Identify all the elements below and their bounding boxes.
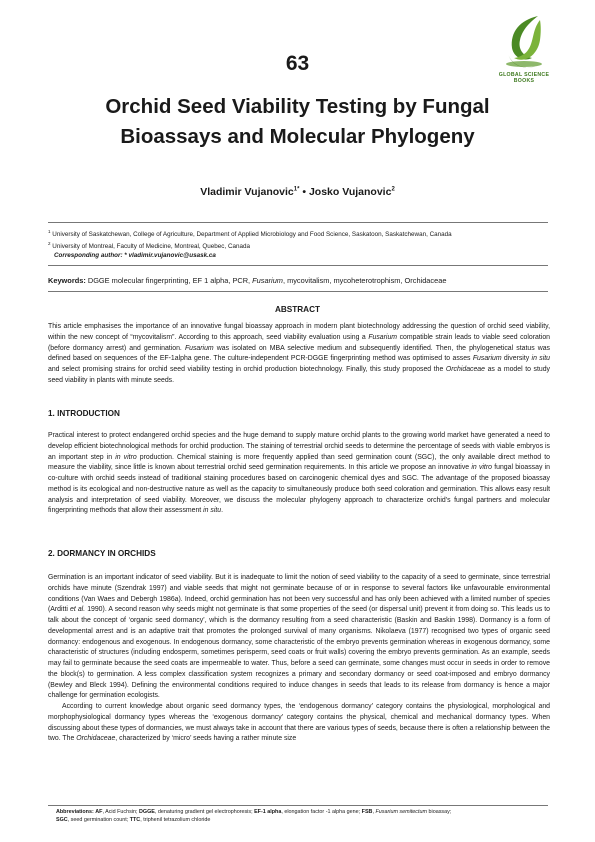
affiliation-1-num: 1 [48,229,51,234]
title-line-2: Bioassays and Molecular Phylogeny [120,125,475,148]
title-line-1: Orchid Seed Viability Testing by Fungal [105,95,490,118]
author-2: Josko Vujanovic [308,186,392,198]
keywords-text-2: , mycovitalism, mycoheterotrophism, Orchidaceae [282,276,447,285]
dormancy-text: Germination is an important indicator of seed viability. But it is inadequate to limit the notion of seed viability to the capacity of a seed to germinate, since terrestrial orchids have minute (Szendrak 1997) and viable seeds that might not germinate because of or in response to several factors like unfavourable environmental conditions (Van Waes and Debergh 1986a). Indeed, orchid germination has not been very successful and has only been achieved with a limited number of species (Arditti et al. 1990). A second reason why seeds might not germinate is that some properties of the seed (or dispersal unit) prevent it from doing so. This leads us to talk about the concept of ‘organic seed dormancy’, which is the dormancy resulting from a seed characteristic (Baskin and Baskin 1998). Dormancy is a form of developmental arrest and is an adaptive trait that promotes the prolonged survival of many organisms. Nikolaeva (1977) recognised two types of organic seed dormancy: endogenous and exogenous. In endogenous dormancy, some characteristic of the embryo prevents germination whereas in exogenous dormancy, some characteristic of structures (including endosperm, sometimes perisperm, seed coats or fruit walls) covering the embryo prevents germination. As an example, seeds may fail to germinate because the seed coats are impermeable to water. Thus, before a seed can germinate, some changes must occur in seeds in order to remove the block(s) to germination. A less complex classification system recognizes a primary and secondary dormancy or seed coat-imposed and embryo dormancy (Bewley and Bleck 1994). Defining the environmental conditions required to induce changes in seeds that leads to its release from dormancy is hence a major challenge for germination ecologists. According to current knowledge about organic seed dormancy types, the ‘endogenous dormancy’ category contains the physiological, morphological and morphophysiological dormancy types whereas the ‘exogenous dormancy’ category contains the physical, chemical and mechanical dormancy types. When discussing about these types of dormancies, we must always take in account that there are various types of seeds, because there is often a relationship between the two. The Orchidaceae, characterized by ‘micro’ seeds having a rather minute size [48,574,550,743]
section-heading-dormancy: 2. DORMANCY IN ORCHIDS [48,549,156,558]
divider [48,265,548,266]
keywords-label: Keywords: [48,276,86,285]
chapter-number: 63 [285,52,310,75]
abstract-heading: ABSTRACT [274,305,321,314]
affiliation-1 [48,227,558,239]
logo-line-2: BOOKS [513,78,535,85]
author-2-sup: 2 [391,186,395,193]
page-title [40,92,555,152]
divider [48,222,548,223]
corresponding-author[interactable]: Corresponding author: * vladimir.vujanovic@usask.ca [54,252,216,259]
keywords-italic: Fusarium [252,276,283,285]
affiliation-1-text: University of Saskatchewan, College of Agriculture, Department of Applied Microbiology and Food Science, Saskatoon, Saskatchewan, Canada [52,231,452,239]
author-1: Vladimir Vujanovic [200,186,294,198]
author-separator: • [299,186,309,198]
introduction-text: Practical interest to protect endangered orchid species and the huge demand to supply mature orchid plants to the growing world market have generated a need to develop efficient biotechnological methods for orchid production. The staining of terrestrial orchid seeds to determine the percentage of seeds with viable embryos is an important step in in vitro production. Chemical staining is more frequently applied than seed germination count (SGC), the only available direct method to measure the viability, since little is known about terrestrial orchid seed germination requirements. In this article we propose an innovative in vitro fungal bioassay in co-culture with orchid seeds instead of traditional staining procedures based on carcinogenic chemical dyes and SGC. The advantage of the proposed bioassay method is its ecological and non-destructive nature as well as the capacity to simultaneously produce both seed coloration and germination. This allows easy result analysis and interpretation of seed viability. Moreover, we discuss the molecular phylogeny approach to characterize orchid’s fungal partners and molecular fingerprinting methods that allow their assessment in situ. [48,432,551,515]
affiliation-2-text: University of Montreal, Faculty of Medicine, Montreal, Quebec, Canada [52,243,251,251]
abbreviations: Abbreviations: AF, Acid Fuchsin; DGGE, denaturing gradient gel electrophoresis; EF-1 alpha, elongation factor -1 alpha gene; FSB, Fusarium semitectum bioassay; SGC, seed germination count; TTC, triphenil tetrazolium chloride [56,809,452,824]
affiliation-2-num: 2 [48,241,51,246]
author-list [0,186,595,198]
section-heading-introduction: 1. INTRODUCTION [48,409,120,418]
footer-divider [48,805,548,806]
keywords-text: DGGE molecular fingerprinting, EF 1 alpha, PCR, [85,276,253,285]
abstract-text: This article emphasises the importance of an innovative fungal bioassay approach in modern plant biotechnology addressing the question of orchid seed viability, within the new concept of “mycovitalism”. According to this approach, seed viability evaluation using a Fusarium compatible strain leads to viable seed coloration (before dormancy arrest) and germination. Fusarium was isolated on MBA selective medium and subsequently identified. Then, the phylogenetical status was defined based on sequences of the EF-1alpha gene. The culture-independent PCR-DGGE fingerprinting method was optimised to asses Fusarium diversity in situ and select promising strains for orchid seed viability testing in orchid production biotechnology. Finally, this study proposed the Orchidaceae as a model to study seed viability in plants with minute seeds. [48,323,551,384]
leaf-logo-icon [502,14,546,72]
divider [48,291,548,292]
author-1-sup: 1* [293,186,300,193]
affiliation-2 [48,239,558,251]
keywords [48,276,550,285]
publisher-logo [494,14,554,94]
logo-line-1: GLOBAL SCIENCE [498,72,550,78]
